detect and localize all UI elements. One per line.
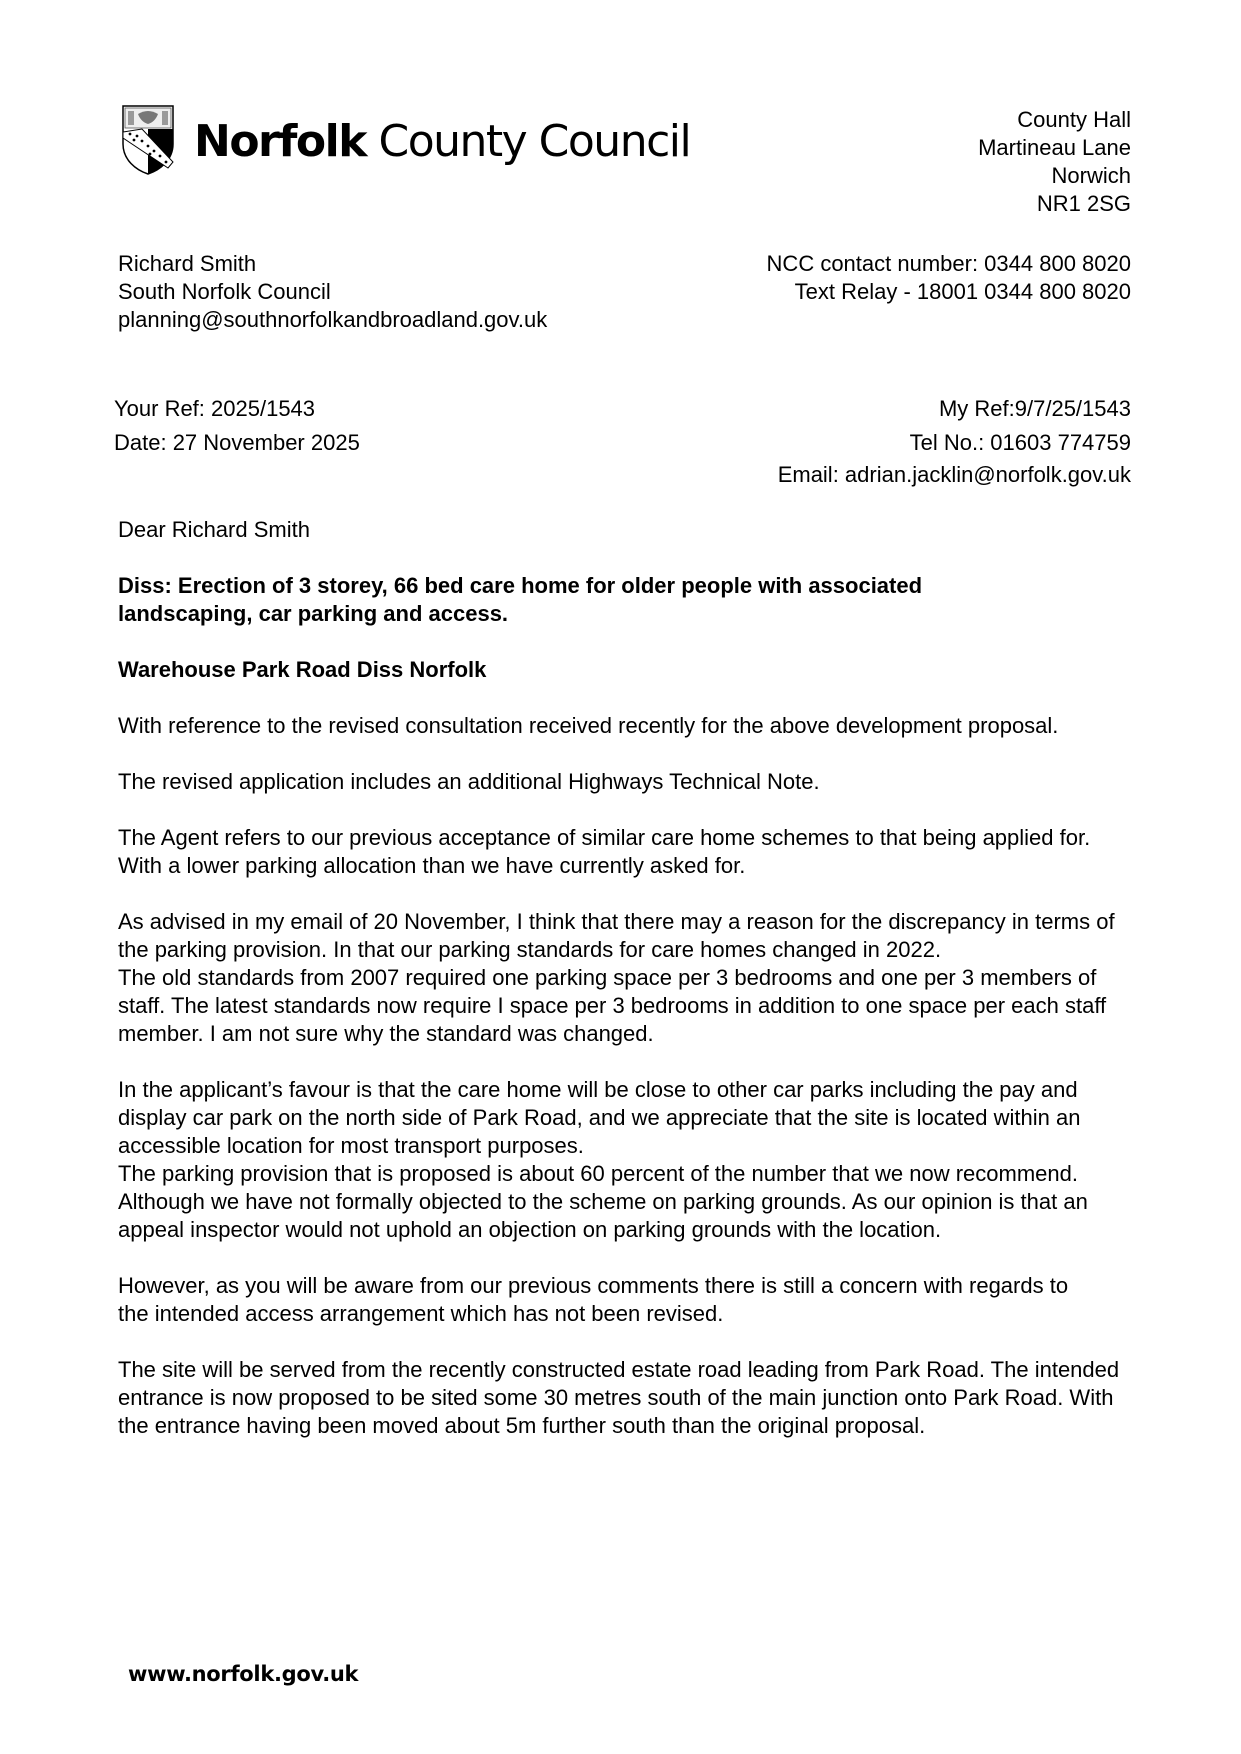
- paragraph: The site will be served from the recently constructed estate road leading from Park Road. The intended entrance is now proposed to be sited some 30 metres south of the main junction onto Park Road. With the entrance having been moved about 5m further south than the original proposal.: [118, 1357, 1120, 1438]
- address-line: Norwich: [1051, 163, 1131, 188]
- address-line: Martineau Lane: [978, 135, 1131, 160]
- paragraph: The revised application includes an additional Highways Technical Note.: [118, 769, 820, 794]
- sender-email: Email: adrian.jacklin@norfolk.gov.uk: [777, 462, 1131, 487]
- ncc-contact-number: NCC contact number: 0344 800 8020: [766, 251, 1131, 276]
- paragraph: As advised in my email of 20 November, I think that there may a reason for the discrepancy in terms of the parking provision. In that our parking standards for care homes changed in 2022.: [118, 909, 1115, 962]
- subject-heading: Diss: Erection of 3 storey, 66 bed care home for older people with associated landscaping, car parking and access.: [118, 573, 923, 626]
- paragraph: With reference to the revised consultation received recently for the above development proposal.: [118, 713, 1059, 738]
- letter-body: [118, 516, 1138, 1468]
- salutation: Dear Richard Smith: [118, 517, 310, 542]
- my-ref: My Ref:9/7/25/1543: [938, 396, 1131, 421]
- paragraph: In the applicant’s favour is that the care home will be close to other car parks including the pay and display car park on the north side of Park Road, and we appreciate that the site is located within an accessible location for most transport purposes.: [118, 1077, 1081, 1158]
- address-line: NR1 2SG: [1036, 191, 1131, 216]
- council-name: [194, 114, 690, 170]
- council-logo: [120, 104, 691, 184]
- reference-block-left: [114, 392, 360, 460]
- paragraph: However, as you will be aware from our previous comments there is still a concern with regards to the intended access arrangement which has not been revised.: [118, 1273, 1069, 1326]
- recipient-organisation: South Norfolk Council: [118, 279, 331, 304]
- site-heading: Warehouse Park Road Diss Norfolk: [118, 657, 487, 682]
- norfolk-crest-shield-icon: [120, 104, 176, 176]
- recipient-block: [118, 250, 547, 334]
- letter-date: Date: 27 November 2025: [114, 430, 360, 455]
- sender-tel: Tel No.: 01603 774759: [909, 430, 1131, 455]
- paragraph: The Agent refers to our previous acceptance of similar care home schemes to that being applied for. With a lower parking allocation than we have currently asked for.: [118, 825, 1091, 878]
- council-name-regular: County Council: [378, 116, 691, 167]
- address-line: County Hall: [1017, 107, 1131, 132]
- sender-contact: [767, 250, 1131, 306]
- sender-address: [978, 106, 1131, 218]
- footer-website: www.norfolk.gov.uk: [128, 1662, 359, 1686]
- paragraph: The old standards from 2007 required one parking space per 3 bedrooms and one per 3 members of staff. The latest standards now require I space per 3 bedrooms in addition to one space per each staff member. I am not sure why the standard was changed.: [118, 965, 1107, 1046]
- text-relay-number: Text Relay - 18001 0344 800 8020: [794, 279, 1131, 304]
- reference-block-right: [778, 392, 1131, 490]
- your-ref: Your Ref: 2025/1543: [114, 396, 316, 421]
- recipient-email: planning@southnorfolkandbroadland.gov.uk: [118, 307, 548, 332]
- council-name-bold: Norfolk: [194, 116, 366, 167]
- recipient-name: Richard Smith: [118, 251, 257, 276]
- paragraph: The parking provision that is proposed is about 60 percent of the number that we now recommend. Although we have not formally objected to the scheme on parking grounds. As our opinion is that an appeal inspector would not uphold an objection on parking grounds with the location.: [118, 1161, 1088, 1242]
